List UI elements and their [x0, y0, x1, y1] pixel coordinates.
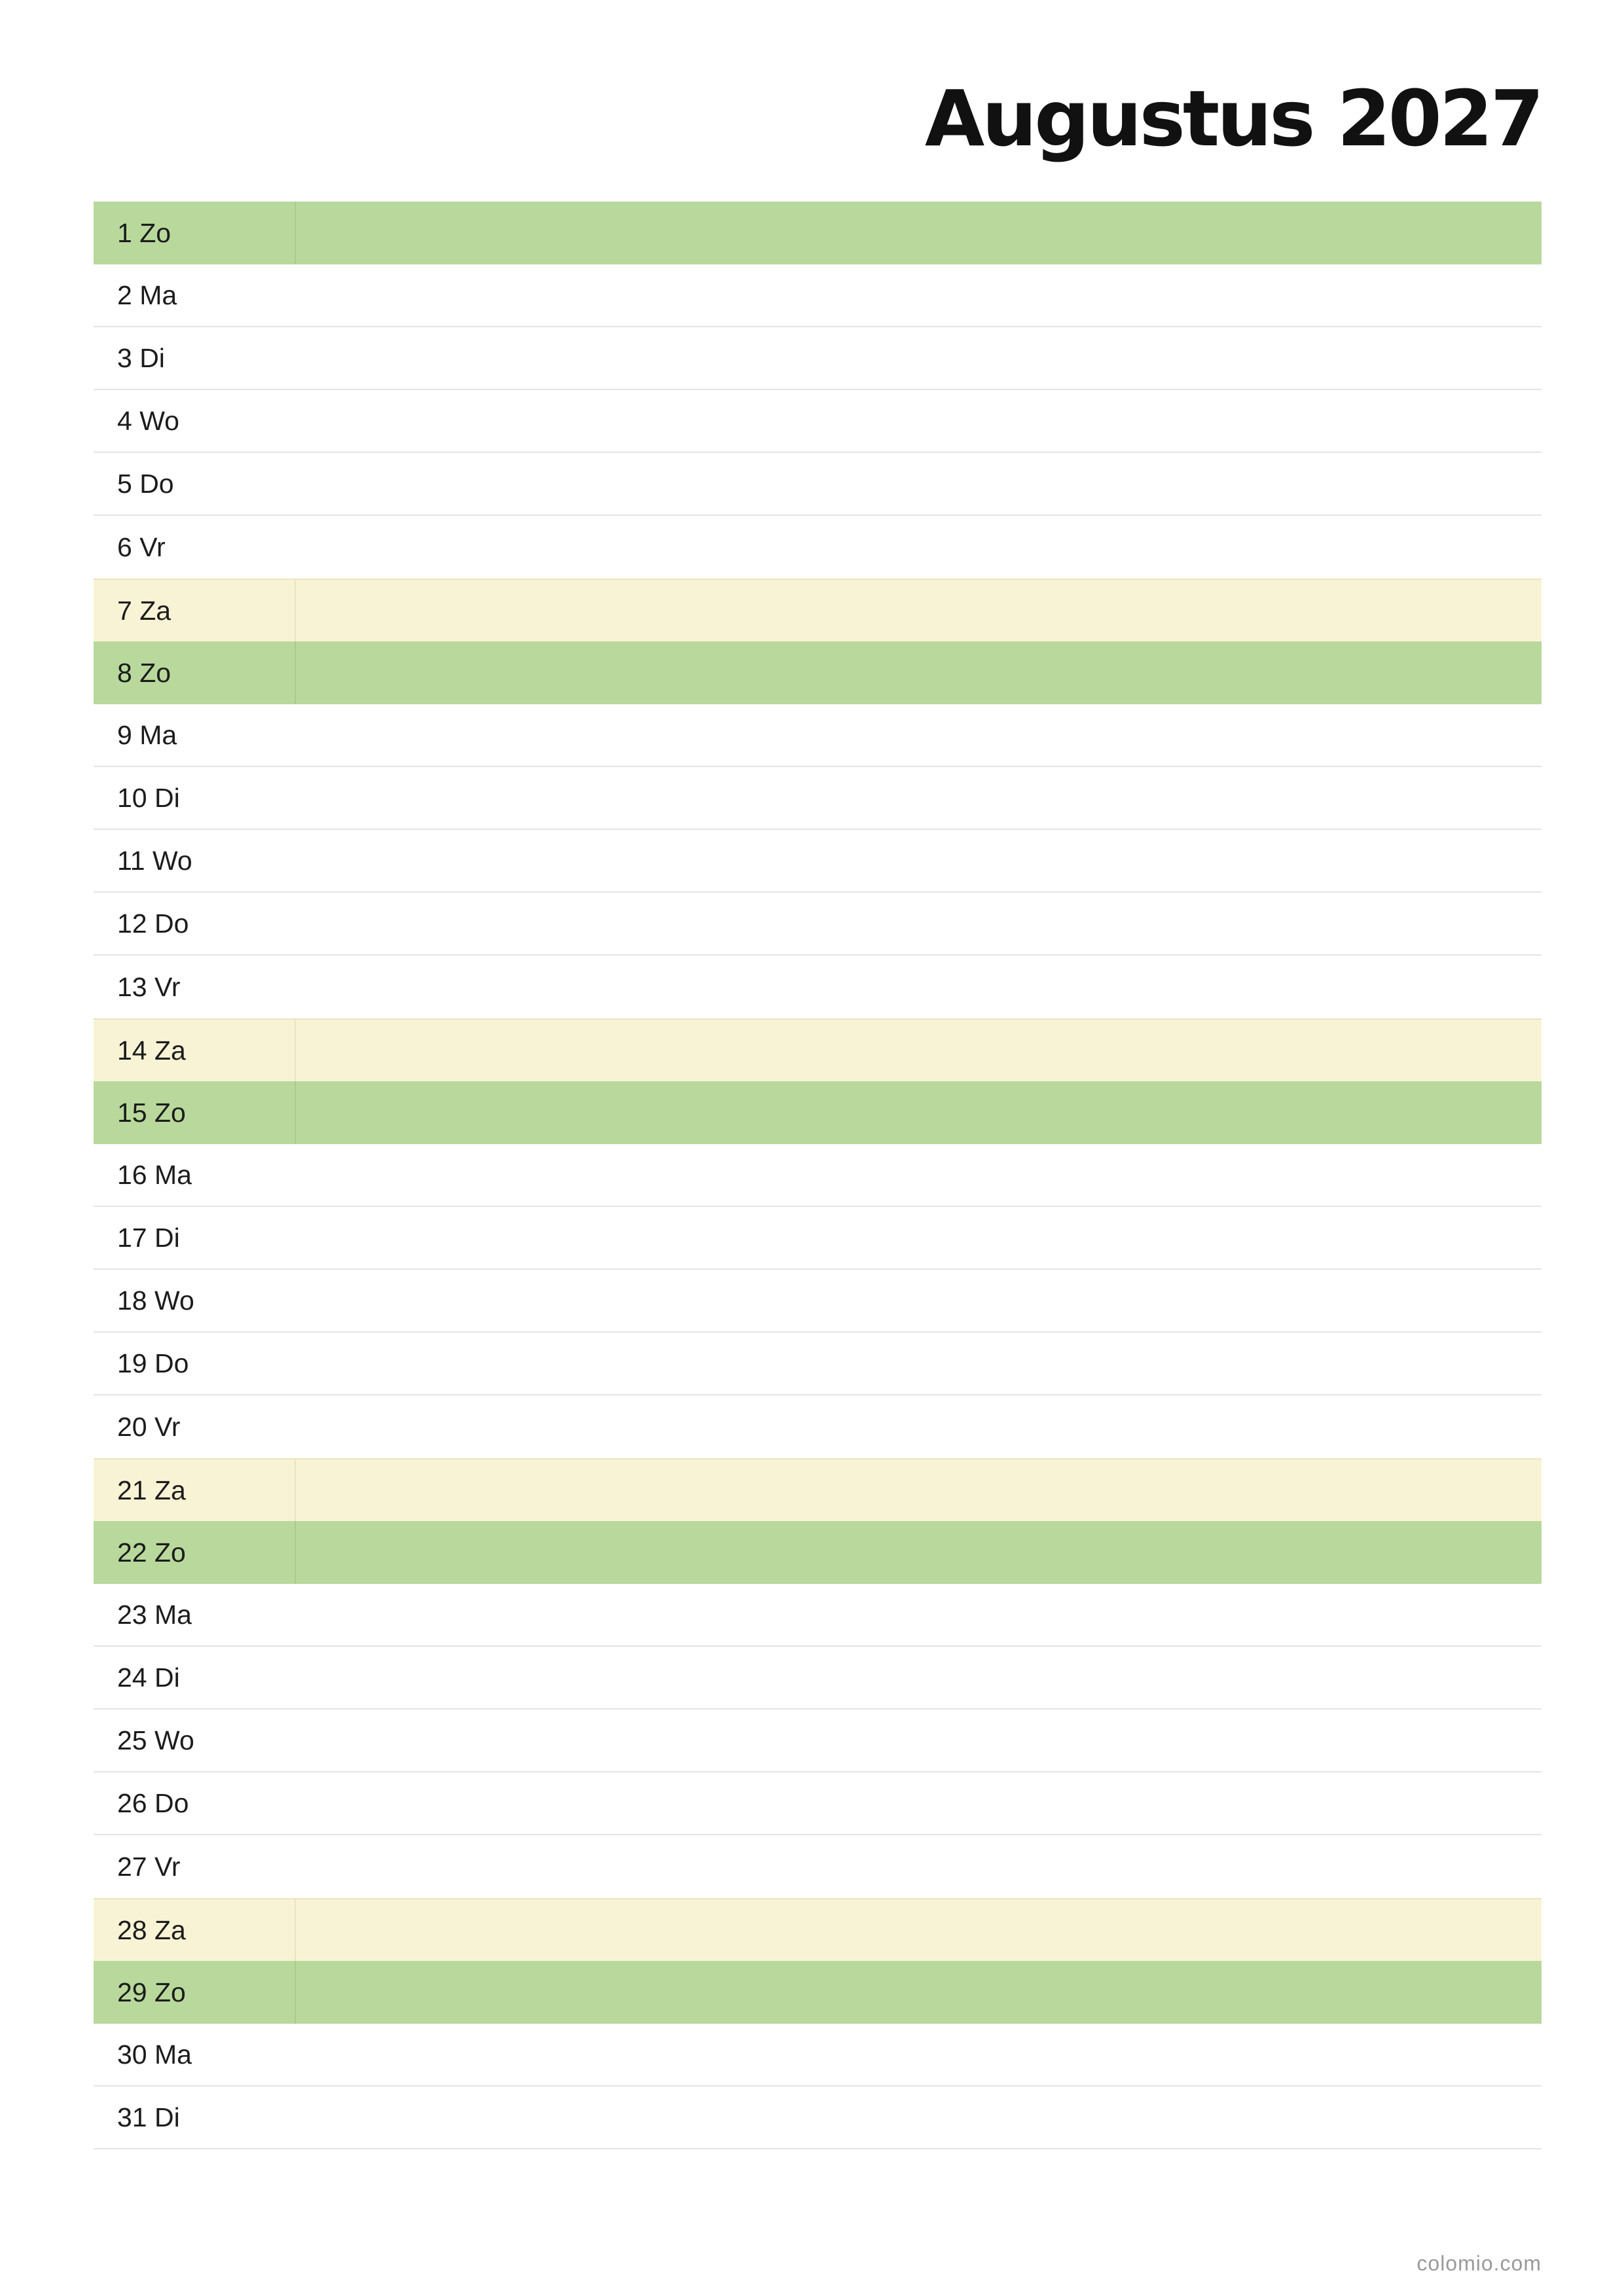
- day-row: [94, 1458, 1542, 1521]
- day-label: 3 Di: [117, 342, 165, 373]
- day-row: [94, 1081, 1542, 1144]
- day-row: [94, 1772, 1542, 1835]
- day-label: 30 Ma: [117, 2039, 192, 2070]
- day-row: [94, 1395, 1542, 1458]
- day-label: 11 Wo: [117, 845, 192, 876]
- day-label: 13 Vr: [117, 971, 181, 1002]
- footer-brand: colomio.com: [1416, 2251, 1542, 2275]
- day-row: [94, 1521, 1542, 1584]
- day-row: [94, 956, 1542, 1018]
- column-divider: [295, 580, 296, 641]
- day-label: 5 Do: [117, 468, 174, 499]
- day-row: [94, 830, 1542, 893]
- day-row: [94, 1710, 1542, 1772]
- day-label: 19 Do: [117, 1348, 189, 1378]
- day-label: 15 Zo: [117, 1097, 186, 1128]
- day-row: [94, 327, 1542, 390]
- day-row: [94, 1835, 1542, 1898]
- day-label: 10 Di: [117, 782, 180, 813]
- page-title: Augustus 2027: [924, 73, 1542, 164]
- column-divider: [295, 1961, 296, 2024]
- day-label: 7 Za: [117, 595, 171, 626]
- day-row: [94, 1144, 1542, 1207]
- column-divider: [295, 1521, 296, 1584]
- day-row: [94, 1333, 1542, 1395]
- month-day-list: [94, 202, 1542, 2149]
- day-label: 4 Wo: [117, 405, 179, 436]
- day-label: 24 Di: [117, 1662, 180, 1693]
- day-row: [94, 1898, 1542, 1961]
- day-label: 28 Za: [117, 1914, 186, 1945]
- day-row: [94, 453, 1542, 516]
- day-row: [94, 1270, 1542, 1333]
- column-divider: [295, 1020, 296, 1081]
- day-label: 1 Zo: [117, 217, 171, 248]
- day-row: [94, 2024, 1542, 2087]
- day-label: 12 Do: [117, 908, 189, 939]
- day-label: 6 Vr: [117, 531, 166, 562]
- column-divider: [295, 1899, 296, 1961]
- day-row: [94, 1207, 1542, 1270]
- day-label: 9 Ma: [117, 719, 177, 750]
- day-label: 18 Wo: [117, 1285, 194, 1316]
- column-divider: [295, 641, 296, 704]
- day-label: 23 Ma: [117, 1599, 192, 1630]
- day-label: 29 Zo: [117, 1977, 186, 2007]
- day-row: [94, 516, 1542, 579]
- day-row: [94, 202, 1542, 264]
- column-divider: [295, 202, 296, 264]
- day-label: 20 Vr: [117, 1411, 181, 1442]
- day-row: [94, 893, 1542, 956]
- day-row: [94, 1961, 1542, 2024]
- day-label: 26 Do: [117, 1787, 189, 1818]
- day-row: [94, 641, 1542, 704]
- day-row: [94, 1018, 1542, 1081]
- day-label: 14 Za: [117, 1035, 186, 1066]
- day-row: [94, 704, 1542, 767]
- day-row: [94, 264, 1542, 327]
- day-row: [94, 390, 1542, 453]
- day-row: [94, 1584, 1542, 1647]
- day-row: [94, 767, 1542, 830]
- day-label: 31 Di: [117, 2102, 180, 2132]
- day-label: 2 Ma: [117, 279, 177, 310]
- day-label: 25 Wo: [117, 1725, 194, 1755]
- day-row: [94, 579, 1542, 641]
- day-row: [94, 1647, 1542, 1710]
- column-divider: [295, 1081, 296, 1144]
- day-label: 22 Zo: [117, 1537, 186, 1568]
- day-label: 17 Di: [117, 1222, 180, 1253]
- column-divider: [295, 1460, 296, 1521]
- day-label: 21 Za: [117, 1475, 186, 1505]
- day-label: 27 Vr: [117, 1851, 181, 1882]
- day-label: 8 Zo: [117, 657, 171, 688]
- day-row: [94, 2087, 1542, 2149]
- day-label: 16 Ma: [117, 1159, 192, 1190]
